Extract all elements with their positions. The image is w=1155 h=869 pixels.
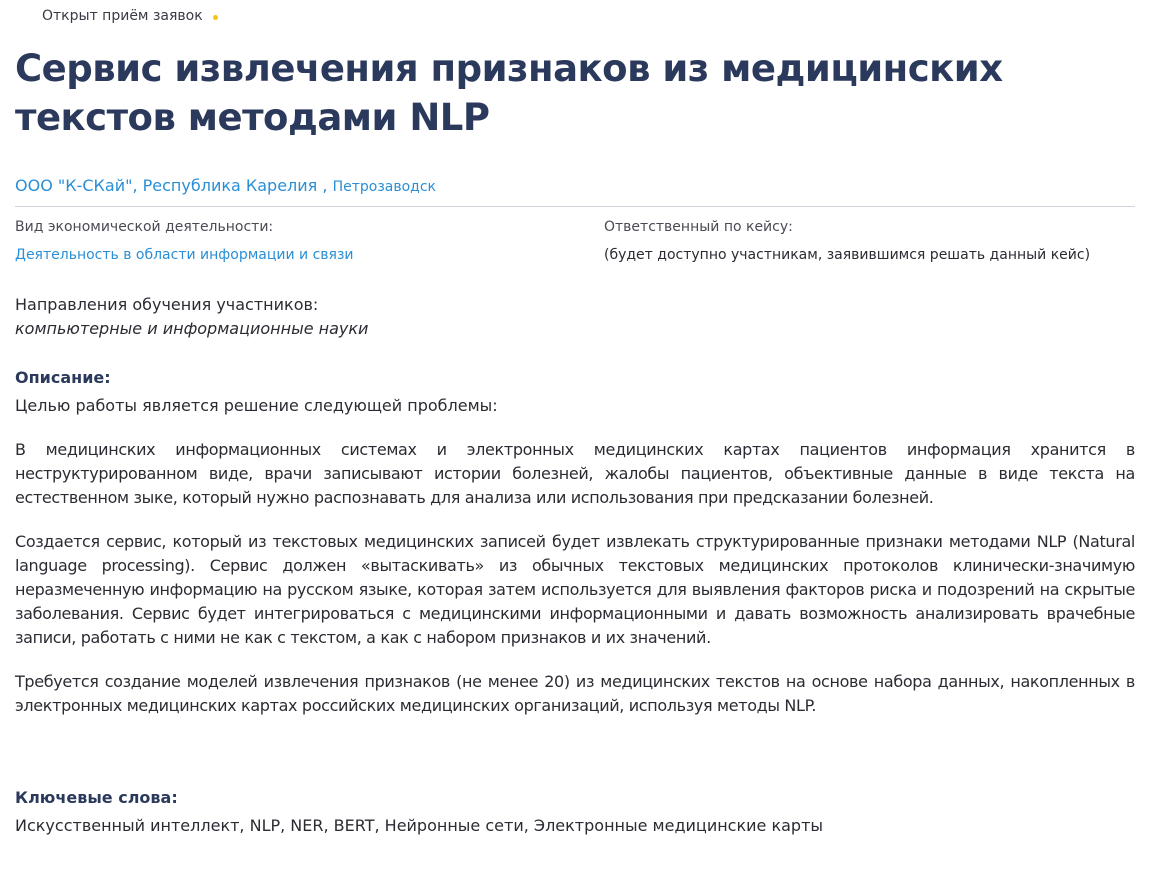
status-indicator: [42, 8, 218, 24]
organization-line: [15, 176, 436, 195]
divider: [15, 206, 1135, 207]
status-dot-icon: [213, 15, 218, 20]
description-paragraph: Создается сервис, который из текстовых медицинских записей будет извлекать структурированные признаки методами NLP (Natural language processing). Сервис должен «вытаскивать» из обычных текстовых медицинских протоколов клинически-значимую неразмеченную информацию на русском языке, которая затем используется для выявления факторов риска и подозрений на скрытые заболевания. Сервис будет интегрироваться с медицинскими информационными и давать возможность анализировать врачебные записи, работать с ними не как с текстом, а как с набором признаков и их значений.: [15, 532, 1135, 647]
activity-link[interactable]: Деятельность в области информации и связи: [15, 247, 354, 263]
status-label: Открыт приём заявок: [42, 8, 203, 24]
directions-block: [15, 293, 368, 341]
description-heading: Описание:: [15, 368, 111, 387]
directions-label: Направления обучения участников:: [15, 295, 319, 314]
organization-link[interactable]: ООО "К-СКай", Республика Карелия ,: [15, 176, 328, 195]
keywords-value: Искусственный интеллект, NLP, NER, BERT, Нейронные сети, Электронные медицинские карты: [15, 816, 824, 835]
directions-value: компьютерные и информационные науки: [15, 319, 369, 338]
description-paragraph: В медицинских информационных системах и электронных медицинских картах пациентов информация хранится в неструктурированном виде, врачи записывают истории болезней, жалобы пациентов, объективные данные в виде текста на естественном зыке, который нужно распознавать для анализа или использования при предсказании болезней.: [15, 440, 1135, 507]
keywords-block: [15, 786, 823, 838]
activity-block: [15, 218, 575, 264]
responsible-label: Ответственный по кейсу:: [604, 219, 793, 235]
activity-label: Вид экономической деятельности:: [15, 219, 274, 235]
responsible-block: [604, 218, 1135, 264]
description-intro: Целью работы является решение следующей проблемы:: [15, 396, 498, 415]
page-title: Сервис извлечения признаков из медицинских текстов методами NLP: [15, 47, 1003, 139]
city-link[interactable]: Петрозаводск: [332, 179, 436, 195]
keywords-heading: Ключевые слова:: [15, 788, 178, 807]
responsible-value: (будет доступно участникам, заявившимся решать данный кейс): [604, 247, 1091, 263]
description-paragraph: Требуется создание моделей извлечения признаков (не менее 20) из медицинских текстов на основе набора данных, накопленных в электронных медицинских картах российских медицинских организаций, используя методы NLP.: [15, 672, 1135, 715]
description-block: [15, 366, 1135, 718]
